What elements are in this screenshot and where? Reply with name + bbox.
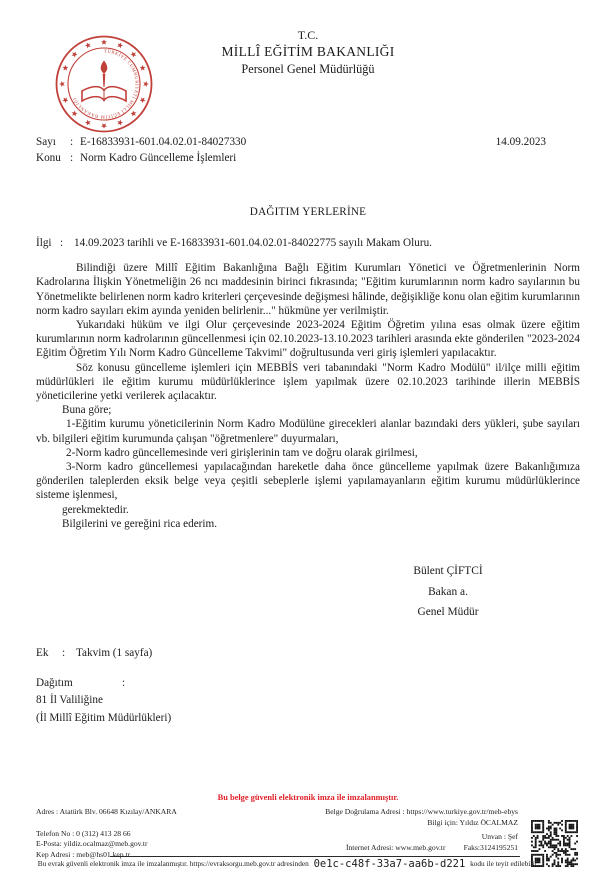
signer-title2: Genel Müdür — [417, 606, 479, 619]
ek-colon: : — [62, 646, 66, 659]
distribution-block — [36, 675, 580, 728]
footer-kep: Kep Adresi : meb@hs01.kep.tr — [36, 849, 131, 859]
verification-code: 0e1c-c48f-33a7-aa6b-d221 — [313, 858, 466, 870]
footer-divider — [110, 856, 520, 857]
body-paragraph: Buna göre; — [62, 404, 112, 417]
konu-label: Konu — [36, 151, 61, 164]
signer-name: Bülent ÇİFTCİ — [413, 565, 483, 578]
sayi-label: Sayı — [36, 136, 56, 148]
body-closing-line: Bilgilerini ve gereğini rica ederim. — [62, 517, 218, 530]
letterhead-department: Personel Genel Müdürlüğü — [241, 62, 375, 77]
footer-fax: Faks:3124195251 — [463, 842, 518, 852]
document-meta — [36, 135, 580, 166]
footer-address: Adres : Atatürk Blv. 06648 Kızılay/ANKARA — [36, 807, 177, 816]
esign-notice: Bu belge güvenli elektronik imza ile imzalanmıştır. — [217, 793, 399, 802]
sayi-value: E-16833931-601.04.02.01-84027330 — [80, 136, 247, 148]
svg-text:TÜRKİYE CUMHURİYETİ MİLLÎ EĞİT: TÜRKİYE CUMHURİYETİ MİLLÎ EĞİTİM BAKANLIĞI — [71, 48, 140, 120]
letterhead — [36, 0, 580, 78]
document-footer — [36, 790, 580, 880]
ilgi-label: İlgi — [36, 237, 52, 250]
letterhead-tc: T.C. — [297, 28, 319, 42]
footer-contact-left — [36, 807, 177, 860]
dagitim-label: Dağıtım — [36, 676, 73, 689]
body-paragraph: Bilindiği üzere Millî Eğitim Bakanlığına Bağlı Eğitim Kurumları Yönetici ve Öğretmenlerinin Norm Kadrolarına İlişkin Yönetmeliğin 26 ncı maddesinin birinci fıkrasında; "Eğitim kurumlarının norm kadro sayılarının bu Yönetmelikte belirlenen norm kadro kriterleri çerçevesinde değişmesi hâlinde, değişikliğe konu olan eğitim kurumlarının norm kadro sayıları ekim ayında yeniden belirlenir..." hükmüne yer verilmiştir. — [36, 262, 580, 317]
footer-contact-right — [325, 807, 518, 853]
attachment-line — [36, 647, 580, 659]
dagitim-colon: : — [122, 676, 126, 689]
signature-block — [368, 561, 528, 623]
body-list-item: 2-Norm kadro güncellemesinde veri girişlerinin tam ve doğru olarak girilmesi, — [66, 446, 418, 459]
footer-contact-person: Bilgi için: Yıldız ÖCALMAZ — [427, 817, 518, 827]
footer-phone: Telefon No : 0 (312) 413 28 66 — [36, 828, 131, 838]
sayi-colon: : — [70, 136, 74, 148]
signer-title1: Bakan a. — [428, 585, 468, 598]
reference-line — [36, 237, 580, 249]
body-paragraph: Söz konusu güncelleme işlemleri için MEBBİS veri tabanındaki "Norm Kadro Modülü" il/ilçe milli eğitim müdürlükleri ile eğitim kurumu müdürlüklerince işlem yapılmak üzere 02.10.2023 tarihinde illerin MEBBİS yöneticilerine yetki verilerek açılacaktır. — [36, 361, 580, 403]
distribution-header — [36, 675, 580, 693]
ek-label: Ek — [36, 646, 49, 659]
footer-web-fax — [325, 843, 518, 854]
distribution-line: 81 İl Valiliğine — [36, 694, 103, 707]
letterhead-ministry: MİLLÎ EĞİTİM BAKANLIĞI — [221, 44, 395, 60]
footer-web: İnternet Adresi: www.meb.gov.tr — [345, 842, 446, 852]
body-list-item: 1-Eğitim kurumu yöneticilerinin Norm Kadro Modülüne girecekleri alanlar bazındaki ders yükleri, şube sayıları vb. bilgileri eğitim kurumunda çalışan "öğretmenlere" duyurmaları, — [36, 418, 580, 445]
konu-value: Norm Kadro Güncelleme İşlemleri — [80, 151, 237, 164]
distribution-line: (İl Millî Eğitim Müdürlükleri) — [36, 711, 172, 724]
verification-prefix: Bu evrak güvenli elektronik imza ile imzalanmıştır. https://evraksorgu.meb.gov.tr adresinden — [37, 859, 309, 868]
footer-email: E-Posta: yildiz.ocalmaz@meb.gov.tr — [36, 839, 148, 848]
konu-row — [36, 151, 580, 167]
body-list-item: 3-Norm kadro güncellemesi yapılacağından hareketle daha önce güncelleme yapılmak üzere Bakanlığımıza gönderilen taleplerden eksik belge veya çeşitli sebeplerle işlemi yapılamayanların eğitim kurumu müdürlüklerince sisteme işlenmesi, — [36, 461, 580, 502]
ilgi-value: 14.09.2023 tarihli ve E-16833931-601.04.02.01-84022775 sayılı Makam Oluru. — [74, 237, 432, 250]
recipient-line: DAĞITIM YERLERİNE — [249, 206, 367, 219]
konu-colon: : — [70, 151, 74, 164]
verification-line — [36, 859, 540, 870]
document-date: 14.09.2023 — [495, 136, 546, 148]
footer-verify-address: Belge Doğrulama Adresi : https://www.turkiye.gov.tr/meb-ebys — [325, 807, 518, 816]
letter-body — [36, 261, 580, 531]
body-paragraph: gerekmektedir. — [62, 503, 129, 516]
footer-title: Unvan : Şef — [481, 832, 518, 841]
ilgi-colon: : — [60, 237, 64, 250]
ek-value: Takvim (1 sayfa) — [76, 646, 153, 659]
body-paragraph: Yukarıdaki hüküm ve ilgi Olur çerçevesinde 2023-2024 Eğitim Öğretim yılına esas olmak üzere eğitim kurumlarının norm kadrolarının güncellenmesi için 02.10.2023-13.10.2023 tarihleri arasında ekte gönderilen "2023-2024 Eğitim Öğretim Yılı Norm Kadro Güncelleme Takvimi" doğrultusunda veri giriş işlemleri yapılacaktır. — [36, 319, 580, 360]
verification-suffix: kodu ile teyit edilebilir. — [470, 859, 539, 868]
